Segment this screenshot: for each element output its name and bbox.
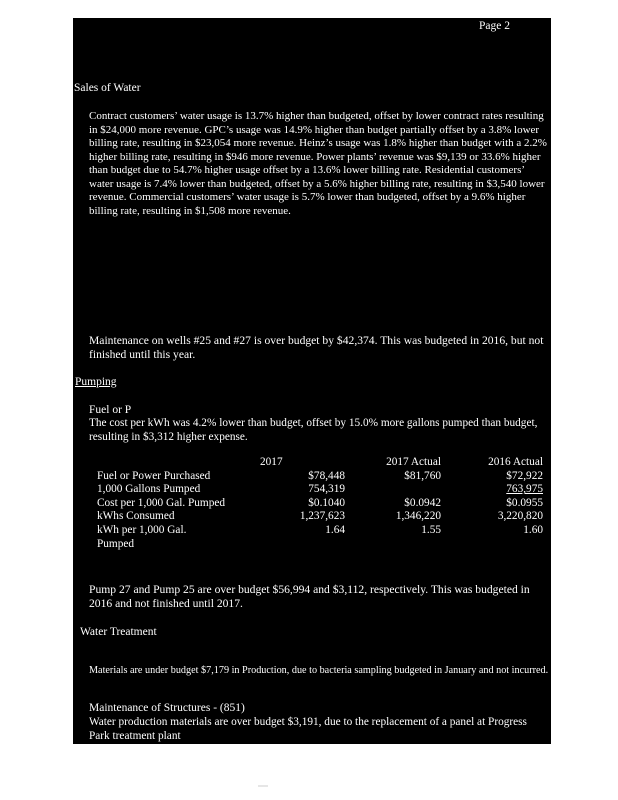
table-row <box>97 497 543 511</box>
table-row <box>97 470 543 484</box>
table-header-row <box>97 456 543 470</box>
structures-heading: Maintenance of Structures - (851) <box>89 702 245 714</box>
table-cell: Pumped <box>97 537 135 550</box>
table-header-2016-actual: 2016 Actual <box>488 456 543 468</box>
pumping-table <box>97 456 543 551</box>
table-cell: 1,000 Gallons Pumped <box>97 483 201 496</box>
pumps-closing-paragraph: Pump 27 and Pump 25 are over budget $56,994 and $3,112, respectively. This was budgeted in 2016 and not finished until 2017. <box>89 583 530 610</box>
table-cell: $72,922 <box>506 469 543 482</box>
fuel-or-power-subheading: Fuel or P <box>89 404 132 416</box>
materials-paragraph: Materials are under budget $7,179 in Production, due to bacteria sampling budgeted in January and not incurred. <box>89 665 549 676</box>
table-cell: 1.60 <box>523 523 543 536</box>
table-cell: $0.0955 <box>506 496 543 509</box>
table-header-2017-actual: 2017 Actual <box>386 456 441 468</box>
pumping-heading: Pumping <box>75 376 117 388</box>
table-cell: 1.55 <box>421 523 441 536</box>
table-cell <box>345 483 441 497</box>
table-cell: $81,760 <box>404 469 441 482</box>
pumping-cost-paragraph: The cost per kWh was 4.2% lower than budget, offset by 15.0% more gallons pumped than budget, resulting in $3,312 higher expense. <box>89 417 538 443</box>
table-cell: 763,975 <box>506 483 543 496</box>
table-header-blank <box>97 456 242 470</box>
table-cell: $0.1040 <box>308 496 345 509</box>
table-cell: Cost per 1,000 Gal. Pumped <box>97 496 226 509</box>
structures-paragraph: Water production materials are over budget $3,191, due to the replacement of a panel at Progress Park treatment plant <box>89 716 527 742</box>
table-cell: 754,319 <box>308 483 345 496</box>
table-cell: 1,237,623 <box>299 510 345 523</box>
table-row <box>97 510 543 524</box>
table-cell: $78,448 <box>308 469 345 482</box>
table-cell: $0.0942 <box>404 496 441 509</box>
wells-maintenance-paragraph: Maintenance on wells #25 and #27 is over budget by $42,374. This was budgeted in 2016, but not finished until this year. <box>89 334 544 361</box>
scan-mark <box>258 785 268 787</box>
table-cell: 3,220,820 <box>497 510 543 523</box>
table-cell: 1.64 <box>325 523 345 536</box>
water-treatment-heading: Water Treatment <box>80 626 157 638</box>
table-cell: kWh per 1,000 Gal. <box>97 523 187 536</box>
table-row <box>97 483 543 497</box>
page-number: Page 2 <box>479 20 510 32</box>
table-cell: kWhs Consumed <box>97 510 175 523</box>
table-cell: Fuel or Power Purchased <box>97 469 211 482</box>
table-cell: 1,346,220 <box>395 510 441 523</box>
table-header-2017: 2017 <box>260 456 283 468</box>
table-row <box>97 538 543 552</box>
table-row <box>97 524 543 538</box>
document-page <box>73 18 551 744</box>
sales-of-water-paragraph: Contract customers’ water usage is 13.7% higher than budgeted, offset by lower contract rates resulting in $24,000 more revenue. GPC’s usage was 14.9% higher than budget partially offset by a 3.8% lower billing rate, resulting in $23,054 more revenue. Heinz’s usage was 1.8% higher than budget with a 2.2% higher billing rate, resulting in $946 more revenue. Power plants’ revenue was $9,139 or 33.6% higher than budget due to 54.7% higher usage offset by a 13.6% lower billing rate. Residential customers’ water usage is 7.4% lower than budgeted, offset by a 5.6% higher billing rate, resulting in $3,540 lower revenue. Commercial customers’ water usage is 5.7% lower than budgeted, offset by a 9.6% higher billing rate, resulting in $1,508 more revenue. <box>89 110 547 217</box>
sales-of-water-heading: Sales of Water <box>74 82 141 94</box>
